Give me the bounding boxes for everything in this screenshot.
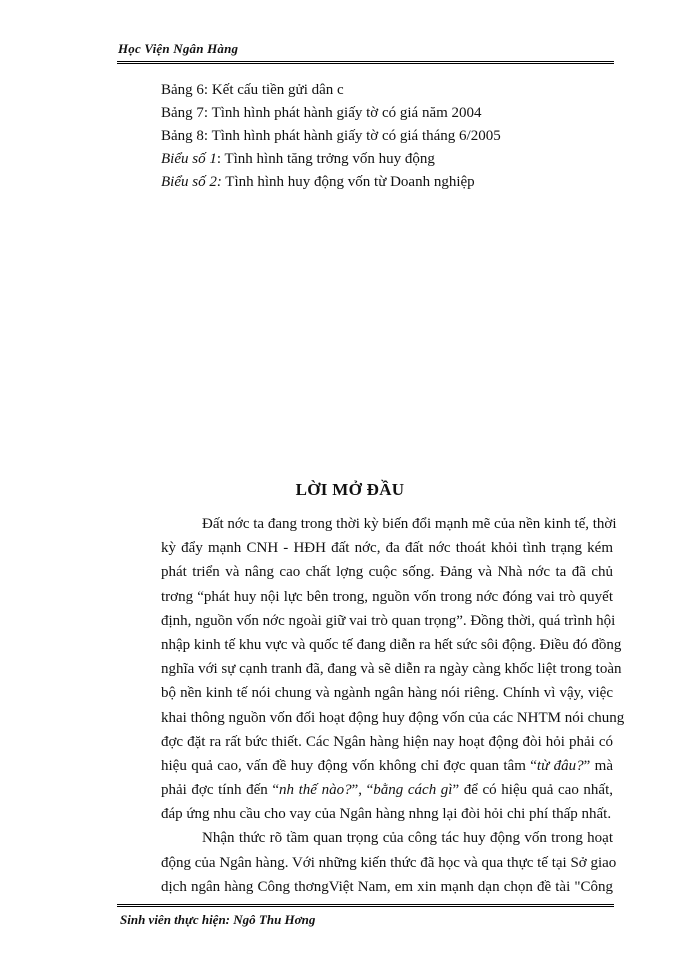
paragraph-line: Đất nớc ta đang trong thời kỳ biến đổi mạnh mẽ của nền kinh tế, thời bbox=[202, 516, 617, 532]
paragraph-line: trơng “phát huy nội lực bên trong, nguồn vốn trong nớc đóng vai trò quyết bbox=[161, 588, 613, 605]
paragraph-line bbox=[161, 754, 613, 778]
footer-rule-top bbox=[117, 904, 614, 905]
table-of-figures bbox=[161, 79, 501, 194]
paragraph-line: nghĩa với sự cạnh tranh đã, đang và sẽ diễn ra ngày càng khốc liệt trong toàn bbox=[161, 661, 622, 678]
paragraph-line bbox=[161, 778, 613, 802]
toc-item bbox=[161, 171, 501, 194]
toc-item-text: Kết cấu tiền gửi dân c bbox=[208, 82, 344, 98]
toc-item-prefix: Bảng 6: bbox=[161, 82, 209, 98]
page-header-title: Học Viện Ngân Hàng bbox=[118, 41, 239, 56]
toc-item-prefix: Bảng 8: bbox=[161, 128, 209, 144]
paragraph-line: đợc đặt ra rất bức thiết. Các Ngân hàng hiện nay hoạt động đòi hỏi phải có bbox=[161, 733, 613, 750]
toc-item-prefix: Biểu số 1 bbox=[161, 151, 217, 167]
paragraph-line: dịch ngân hàng Công thơngViệt Nam, em xin mạnh dạn chọn đề tài "Công bbox=[161, 878, 613, 895]
text-run-italic: từ đâu? bbox=[536, 757, 584, 774]
text-run-italic: bằng cách gì bbox=[373, 782, 453, 799]
paragraph-line: kỳ đẩy mạnh CNH - HĐH đất nớc, đa đất nớc thoát khỏi tình trạng kém bbox=[161, 540, 613, 557]
text-run-italic: nh thế nào? bbox=[279, 782, 352, 799]
text-run: ” để có hiệu quả cao nhất, bbox=[452, 782, 613, 799]
paragraph-line: bộ nền kinh tế nói chung và ngành ngân hàng nói riêng. Chính vì vậy, việc bbox=[161, 685, 613, 702]
text-run: ”, “ bbox=[351, 782, 374, 799]
toc-item-text: Tình hình huy động vốn từ Doanh nghiệp bbox=[221, 174, 475, 190]
toc-item-text: : Tình hình tăng trởng vốn huy động bbox=[216, 151, 435, 167]
paragraph-line: Nhận thức rõ tầm quan trọng của công tác huy động vốn trong hoạt bbox=[202, 830, 613, 847]
toc-item bbox=[161, 125, 501, 148]
paragraph-line: khai thông nguồn vốn đối hoạt động huy động vốn của các NHTM nói chung bbox=[161, 709, 625, 726]
text-run: phải đợc tính đến “ bbox=[161, 782, 280, 799]
toc-item-text: Tình hình phát hành giấy tờ có giá tháng 6/2005 bbox=[208, 128, 501, 144]
text-run: hiệu quả cao, vấn đề huy động vốn không chỉ đợc quan tâm “ bbox=[161, 757, 537, 774]
footer-author: Sinh viên thực hiện: Ngô Thu Hơng bbox=[120, 912, 316, 927]
footer-rule-bottom bbox=[117, 906, 614, 907]
toc-item-text: Tình hình phát hành giấy tờ có giá năm 2004 bbox=[208, 105, 482, 121]
paragraph-line: định, nguồn vốn nớc ngoài giữ vai trò quan trọng”. Đồng thời, quá trình hội bbox=[161, 612, 616, 629]
section-title: LỜI MỞ ĐẦU bbox=[295, 480, 405, 499]
toc-item-prefix: Biểu số 2: bbox=[161, 174, 222, 190]
body-text bbox=[161, 512, 625, 899]
header-rule-bottom bbox=[117, 63, 614, 64]
paragraph-line: đáp ứng nhu cầu cho vay của Ngân hàng nhng lại đòi hỏi chi phí thấp nhất. bbox=[161, 806, 612, 823]
toc-item-prefix: Bảng 7: bbox=[161, 105, 209, 121]
text-run: ” mà bbox=[583, 757, 614, 774]
paragraph-line: động của Ngân hàng. Với những kiến thức đã học và qua thực tế tại Sở giao bbox=[161, 854, 617, 871]
paragraph-line: phát triển và nâng cao chất lợng cuộc sống. Đảng và Nhà nớc ta đã chủ bbox=[161, 564, 613, 581]
header-rule-top bbox=[117, 61, 614, 62]
toc-item bbox=[161, 102, 501, 125]
toc-item bbox=[161, 79, 501, 102]
toc-item bbox=[161, 148, 501, 171]
paragraph-line: nhập kinh tế khu vực và quốc tế đang diễn ra hết sức sôi động. Điều đó đồng bbox=[161, 636, 622, 653]
